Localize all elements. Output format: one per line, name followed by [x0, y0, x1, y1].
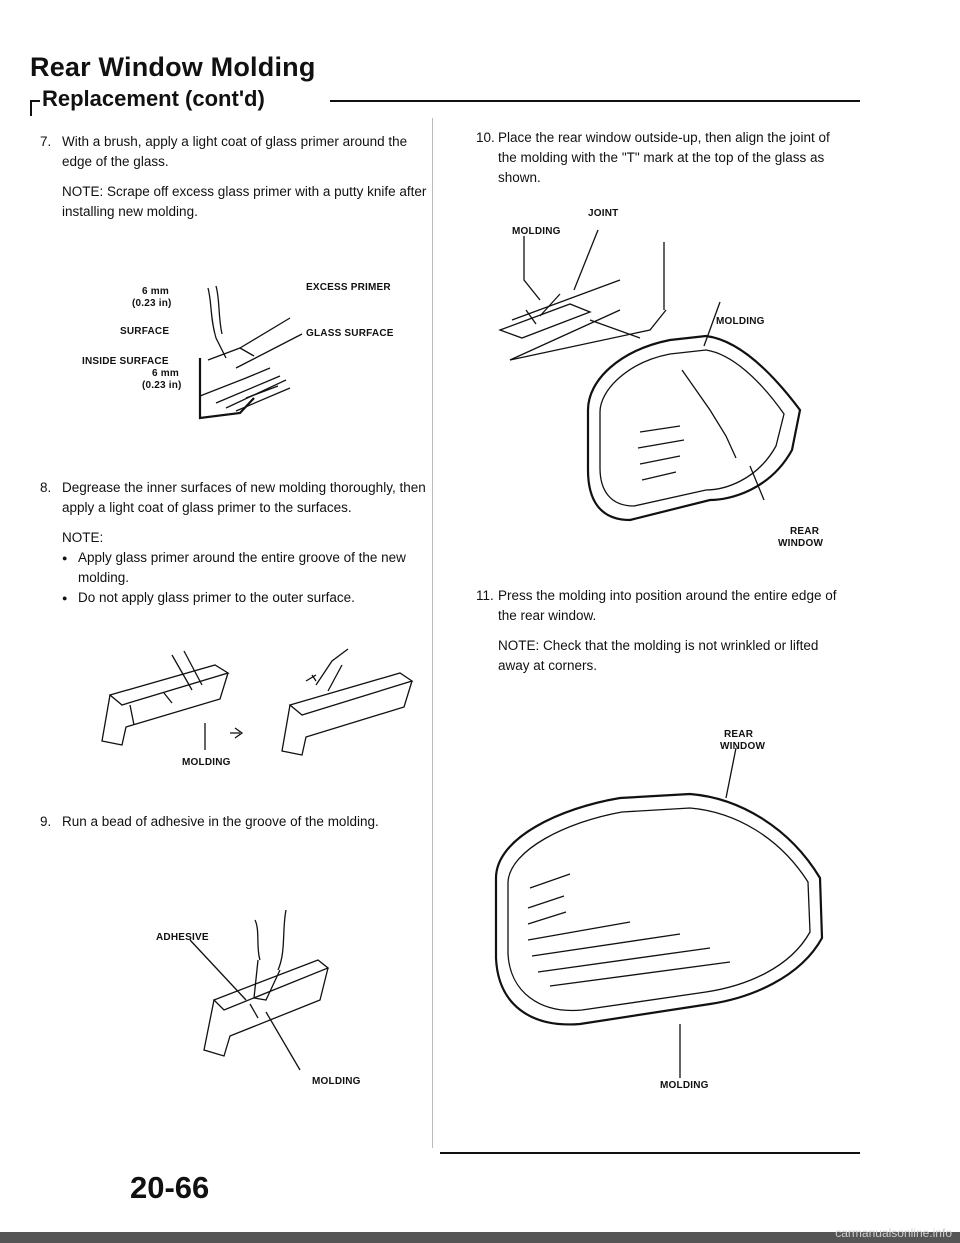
page-number: 20-66 [130, 1170, 210, 1205]
section-title: Replacement (cont'd) [42, 86, 265, 111]
step-11 [476, 586, 838, 676]
label-window: WINDOW [720, 741, 766, 752]
label-molding: MOLDING [312, 1076, 361, 1087]
step-8 [40, 478, 434, 608]
page-title: Rear Window Molding [30, 52, 316, 82]
label-joint: JOINT [588, 208, 619, 219]
note-bullet: ● Do not apply glass primer to the outer surface. [62, 588, 434, 608]
step-note: NOTE: Check that the molding is not wrinkled or lifted away at corners. [498, 638, 819, 673]
step-text: Place the rear window outside-up, then align the joint of the molding with the "T" mark at the top of the glass as shown. [498, 130, 830, 185]
step-7 [40, 132, 434, 222]
note-bullet: ● Apply glass primer around the entire groove of the new molding. [62, 548, 434, 588]
figure-molding-primer [80, 645, 420, 780]
step-number: 7. [40, 134, 52, 149]
label-adhesive: ADHESIVE [156, 932, 209, 943]
label-rear: REAR [790, 526, 820, 537]
footer-rule [440, 1152, 860, 1154]
header-rule-vertical [30, 100, 32, 116]
label-molding: MOLDING [182, 757, 231, 768]
molding-primer-illustration [80, 645, 420, 780]
label-inside-surface: INSIDE SURFACE [82, 356, 169, 367]
step-text: Press the molding into position around the entire edge of the rear window. [498, 588, 837, 623]
label-molding-right: MOLDING [716, 316, 765, 327]
label-excess-primer: EXCESS PRIMER [306, 282, 391, 293]
glass-primer-illustration [40, 248, 430, 448]
label-surface: SURFACE [120, 326, 170, 337]
label-glass-surface: GLASS SURFACE [306, 328, 394, 339]
step-number: 11. [476, 588, 494, 603]
column-divider [432, 118, 433, 1148]
label-dim-top-inch: (0.23 in) [132, 298, 172, 309]
step-text: Run a bead of adhesive in the groove of the molding. [62, 814, 379, 829]
figure-glass-primer [40, 248, 430, 448]
figure-molding-joint [470, 200, 850, 570]
figure-adhesive [150, 900, 410, 1090]
step-note-label: NOTE: [62, 530, 104, 545]
step-9 [40, 812, 434, 832]
rear-window-illustration [470, 728, 850, 1108]
watermark: carmanualsonline.info [835, 1226, 952, 1240]
label-rear: REAR [724, 729, 754, 740]
label-window: WINDOW [778, 538, 824, 549]
header-rule-right [330, 100, 860, 102]
step-note: NOTE: Scrape off excess glass primer with a putty knife after installing new molding. [62, 184, 427, 219]
step-number: 9. [40, 814, 52, 829]
molding-joint-illustration [470, 200, 850, 570]
bottom-bar [0, 1232, 960, 1243]
adhesive-illustration [150, 900, 410, 1090]
step-number: 10. [476, 130, 495, 145]
step-10 [476, 128, 838, 188]
step-text: Degrease the inner surfaces of new molding thoroughly, then apply a light coat of glass primer to the surfaces. [62, 480, 426, 515]
label-molding-left: MOLDING [512, 226, 561, 237]
label-dim-bottom-inch: (0.23 in) [142, 380, 182, 391]
figure-rear-window-molding [470, 728, 850, 1108]
step-text: With a brush, apply a light coat of glass primer around the edge of the glass. [62, 134, 408, 169]
label-dim-bottom: 6 mm [152, 368, 179, 379]
label-dim-top: 6 mm [142, 286, 169, 297]
step-number: 8. [40, 480, 52, 495]
label-molding: MOLDING [660, 1080, 709, 1091]
